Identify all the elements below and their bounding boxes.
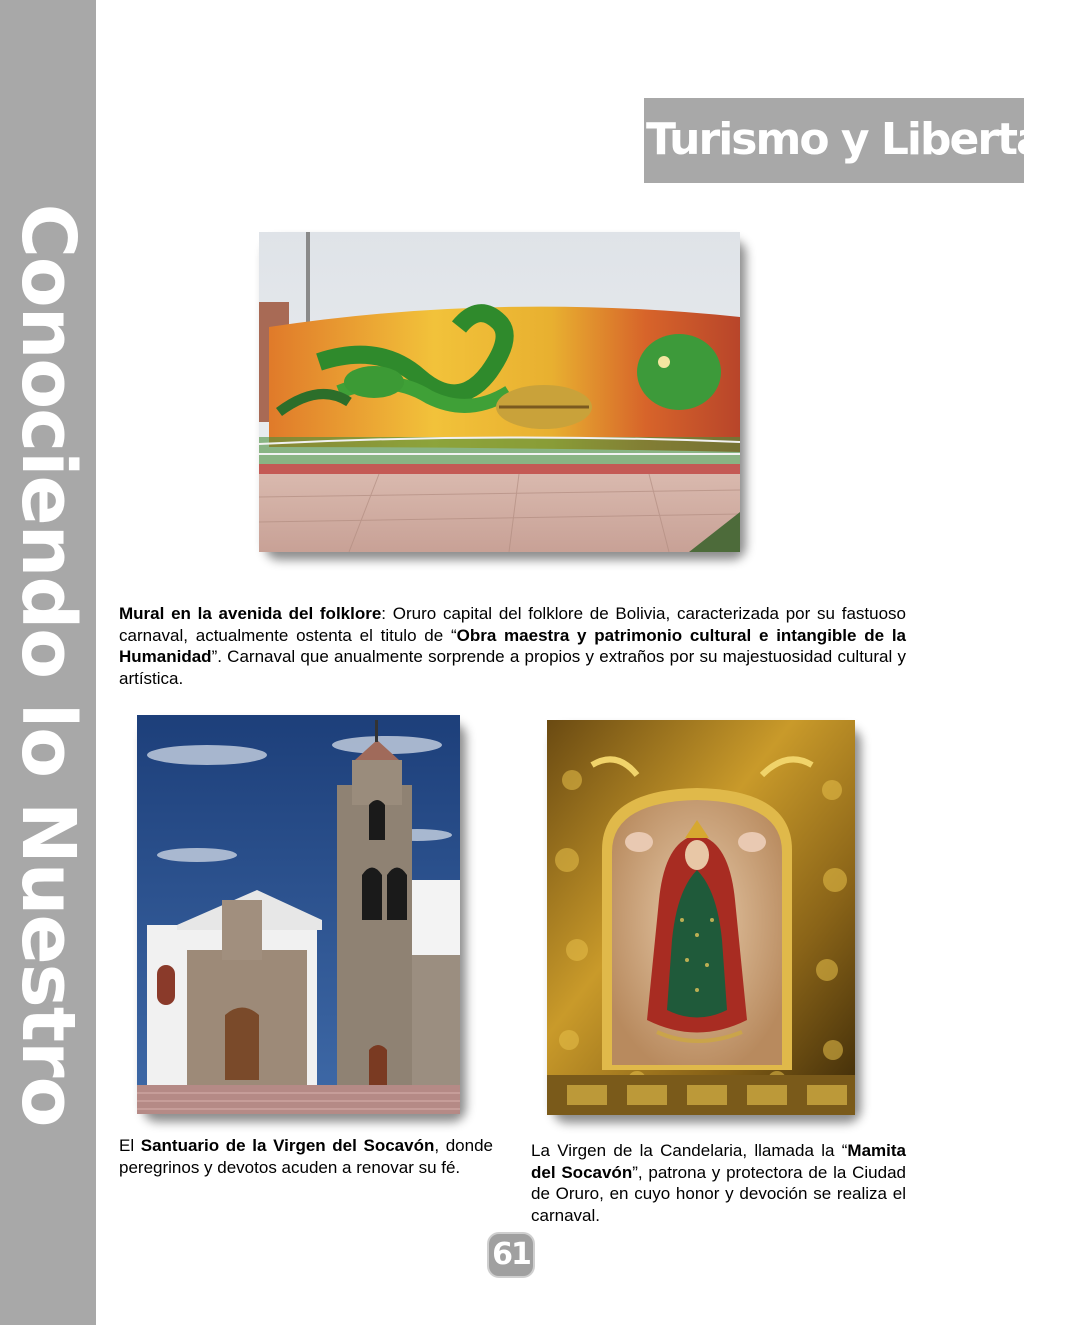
virgen-caption-text-1: La Virgen de la Candelaria, llamada la “ [531,1141,848,1160]
side-title: Conociendo lo Nuestro [5,203,91,1127]
section-header [644,98,1073,183]
page-number: 61 [487,1232,535,1278]
mural-caption-bold-2: Obra maestra y patrimonio cultural e intangible de la Humanidad [119,625,907,666]
mural-caption-bold-1: Mural en la avenida del folklore [119,604,382,623]
mural-photo [259,232,740,552]
santuario-caption [119,1135,493,1178]
mural-caption-text-2: ”. Carnaval que anualmente sorprende a propios y extraños por su majestuosidad cultural y artística. [119,647,906,688]
mural-caption [119,603,906,689]
mural-caption-text-1: : Oruro capital del folklore de Bolivia, caracterizada por su fastuoso carnaval, actualmente ostenta el titulo de “ [119,604,906,645]
santuario-caption-bold-1: Santuario de la Virgen del Socavón [140,1136,435,1155]
santuario-photo [137,715,460,1114]
virgen-caption-text-2: ”, patrona y protectora de la Ciudad de Oruro, en cuyo honor y devoción se realiza el carnaval. [531,1162,906,1225]
side-band [0,0,96,1325]
virgen-caption [531,1140,906,1226]
section-title: Turismo y Libertad [646,114,1073,165]
virgen-caption-bold-1: Mamita del Socavón [531,1141,906,1182]
santuario-caption-text-1: El [119,1136,141,1155]
virgen-photo [547,720,855,1115]
santuario-caption-text-2: , donde peregrinos y devotos acuden a renovar su fé. [119,1136,493,1177]
